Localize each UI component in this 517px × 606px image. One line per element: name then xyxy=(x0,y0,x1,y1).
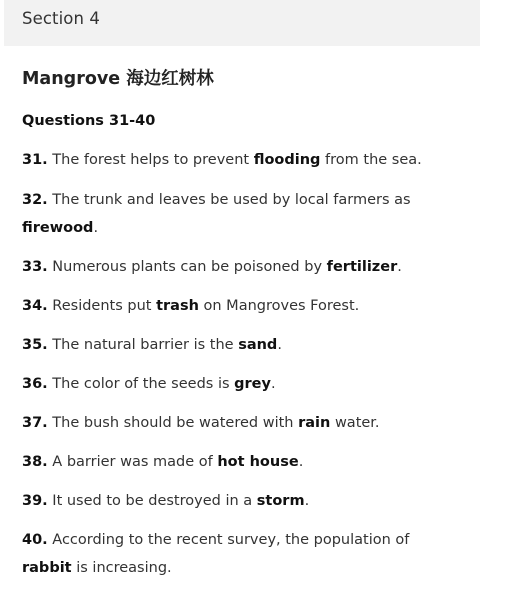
question-text-end: . xyxy=(277,337,282,353)
question-33 xyxy=(22,253,422,281)
question-40 xyxy=(22,526,422,582)
question-36 xyxy=(22,370,422,398)
question-number: 39. xyxy=(22,493,48,509)
page-title: Mangrove 海边红树林 xyxy=(22,69,214,89)
question-38 xyxy=(22,448,422,476)
answer: grey xyxy=(234,376,271,392)
question-text: A barrier was made of xyxy=(47,454,218,470)
answer: hot house xyxy=(217,454,299,470)
answer: fertilizer xyxy=(326,259,398,275)
question-text: The trunk and leaves be used by local farmers as xyxy=(47,192,411,208)
question-34 xyxy=(22,292,422,320)
question-text-end: . xyxy=(298,454,304,470)
question-text-end: . xyxy=(270,376,276,392)
question-number: 36. xyxy=(22,376,48,392)
question-number: 35. xyxy=(22,337,48,353)
question-number: 33. xyxy=(22,259,48,275)
question-number: 40. xyxy=(22,532,48,548)
question-37 xyxy=(22,409,422,437)
question-number: 37. xyxy=(22,415,48,431)
answer: trash xyxy=(156,298,199,314)
question-39 xyxy=(22,487,422,515)
question-text: The forest helps to prevent xyxy=(47,152,254,168)
answer: storm xyxy=(256,493,305,509)
section-label: Section 4 xyxy=(22,9,100,28)
question-text: Numerous plants can be poisoned by xyxy=(47,259,327,275)
question-32 xyxy=(22,186,422,242)
answer: flooding xyxy=(253,152,321,168)
answer: sand xyxy=(238,337,278,353)
question-text-end: . xyxy=(93,220,99,236)
question-text-end: from the sea. xyxy=(320,152,422,168)
question-number: 32. xyxy=(22,192,48,208)
question-text: The color of the seeds is xyxy=(47,376,235,392)
question-35 xyxy=(22,331,422,359)
question-text-end: water. xyxy=(330,415,380,431)
question-31 xyxy=(22,146,422,174)
question-text-end: on Mangroves Forest. xyxy=(198,298,360,314)
question-text-end: . xyxy=(397,259,402,275)
question-text: The natural barrier is the xyxy=(47,337,239,353)
question-text: Residents put xyxy=(47,298,157,314)
answer: rabbit xyxy=(22,560,72,576)
question-text: It used to be destroyed in a xyxy=(47,493,257,509)
question-number: 38. xyxy=(22,454,48,470)
answer: rain xyxy=(298,415,331,431)
question-number: 31. xyxy=(22,152,48,168)
question-number: 34. xyxy=(22,298,48,314)
questions-heading: Questions 31-40 xyxy=(22,113,156,129)
question-text: According to the recent survey, the population of xyxy=(47,532,410,548)
question-text-end: is increasing. xyxy=(71,560,172,576)
answer: firewood xyxy=(22,220,94,236)
question-text-end: . xyxy=(304,493,310,509)
section-header xyxy=(4,0,480,46)
question-text: The bush should be watered with xyxy=(47,415,299,431)
